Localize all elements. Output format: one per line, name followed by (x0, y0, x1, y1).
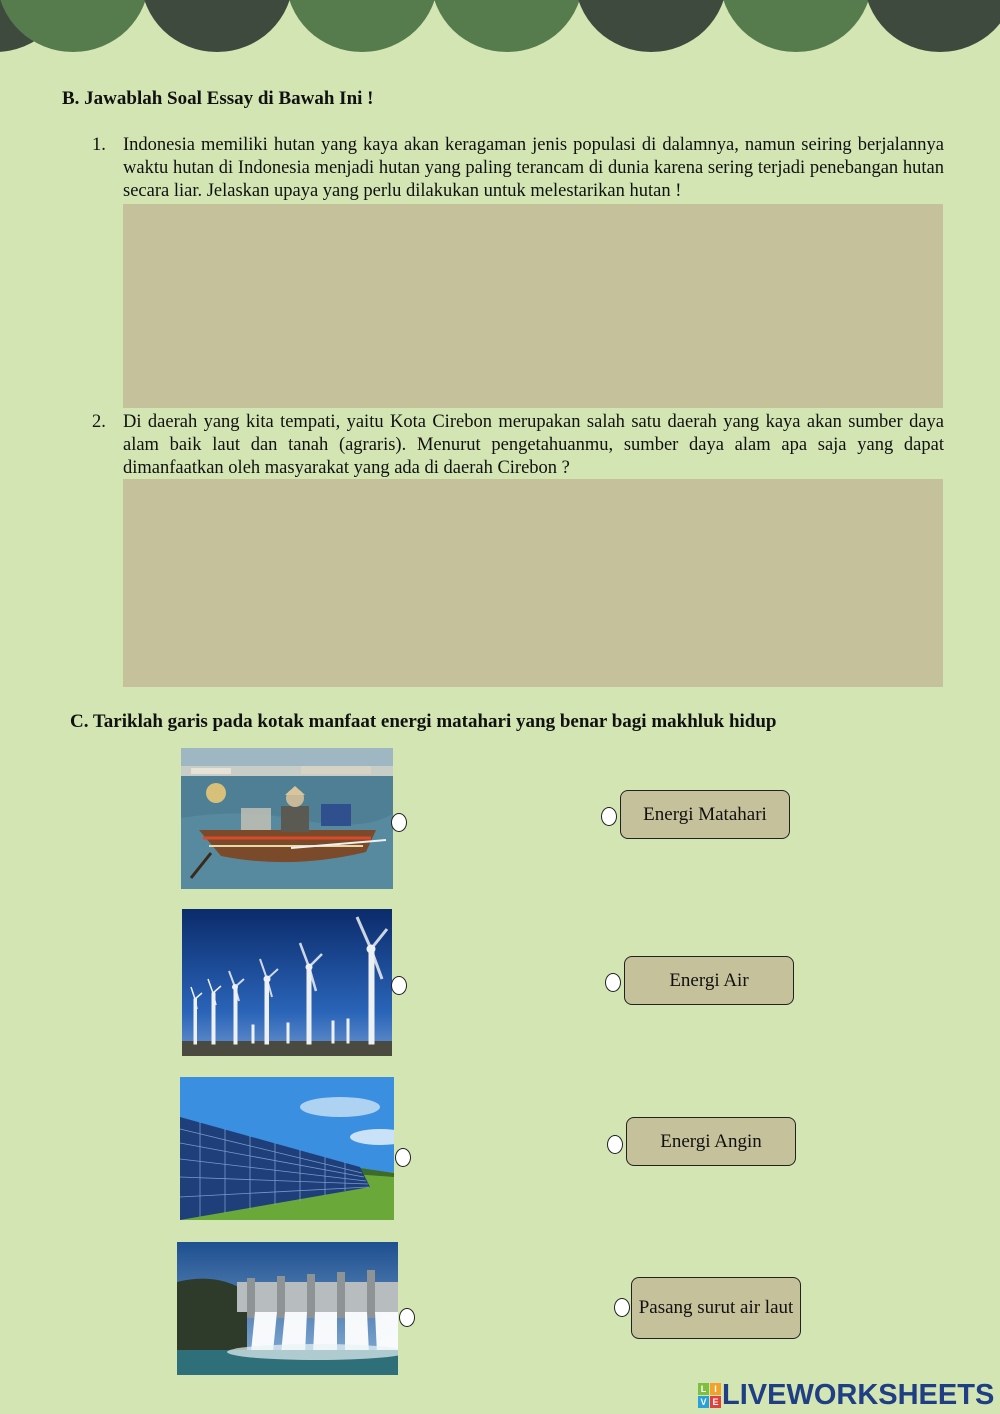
question-number: 2. (92, 412, 106, 432)
choice-pasang-surut-air-laut[interactable]: Pasang surut air laut (631, 1277, 801, 1339)
image-4-connector-dot[interactable] (399, 1308, 415, 1327)
liveworksheets-mark-icon (698, 1383, 720, 1407)
choice-4-connector-dot[interactable] (614, 1298, 630, 1317)
logo-letter: V (698, 1396, 709, 1408)
choice-energi-angin[interactable]: Energi Angin (626, 1117, 796, 1166)
logo-letter: L (698, 1383, 709, 1395)
wind-turbines-image (182, 909, 392, 1056)
question-text: Di daerah yang kita tempati, yaitu Kota Cirebon merupakan salah satu daerah yang kaya akan sumber daya alam baik laut dan tanah (agraris). Menurut pengetahuanmu, sumber daya alam apa saja yang dapat dimanfaatkan oleh masyarakat yang ada di daerah Cirebon ? (123, 412, 944, 478)
solar-panels-image (180, 1077, 394, 1220)
question-1 (92, 134, 944, 204)
scallop-header-decoration (0, 0, 1000, 56)
liveworksheets-wordmark: LIVEWORKSHEETS (722, 1378, 995, 1411)
choice-energi-matahari[interactable]: Energi Matahari (620, 790, 790, 839)
scallop-shape (575, 0, 727, 52)
scallop-shape (286, 0, 438, 52)
scallop-shape (431, 0, 583, 52)
liveworksheets-logo (698, 1378, 994, 1412)
image-1-connector-dot[interactable] (391, 813, 407, 832)
section-c-heading: C. Tariklah garis pada kotak manfaat energi matahari yang benar bagi makhluk hidup (70, 711, 777, 732)
image-3-connector-dot[interactable] (395, 1148, 411, 1167)
choice-energi-air[interactable]: Energi Air (624, 956, 794, 1005)
logo-letter: I (710, 1383, 721, 1395)
scallop-shape (720, 0, 872, 52)
question-2 (92, 411, 944, 481)
choice-1-connector-dot[interactable] (601, 807, 617, 826)
choice-2-connector-dot[interactable] (605, 973, 621, 992)
fishing-boat-image (181, 748, 393, 889)
scallop-shape (864, 0, 1000, 52)
scallop-shape (141, 0, 293, 52)
question-number: 1. (92, 135, 106, 155)
question-text: Indonesia memiliki hutan yang kaya akan keragaman jenis populasi di dalamnya, namun seiring berjalannya waktu hutan di Indonesia menjadi hutan yang paling terancam di dunia karena sering terjadi penebangan hutan secara liar. Jelaskan upaya yang perlu dilakukan untuk melestarikan hutan ! (123, 135, 944, 201)
answer-field-1[interactable] (123, 204, 943, 408)
choice-3-connector-dot[interactable] (607, 1135, 623, 1154)
hydro-dam-image (177, 1242, 398, 1375)
logo-letter: E (710, 1396, 721, 1408)
image-2-connector-dot[interactable] (391, 976, 407, 995)
answer-field-2[interactable] (123, 479, 943, 687)
section-b-heading: B. Jawablah Soal Essay di Bawah Ini ! (62, 88, 374, 109)
